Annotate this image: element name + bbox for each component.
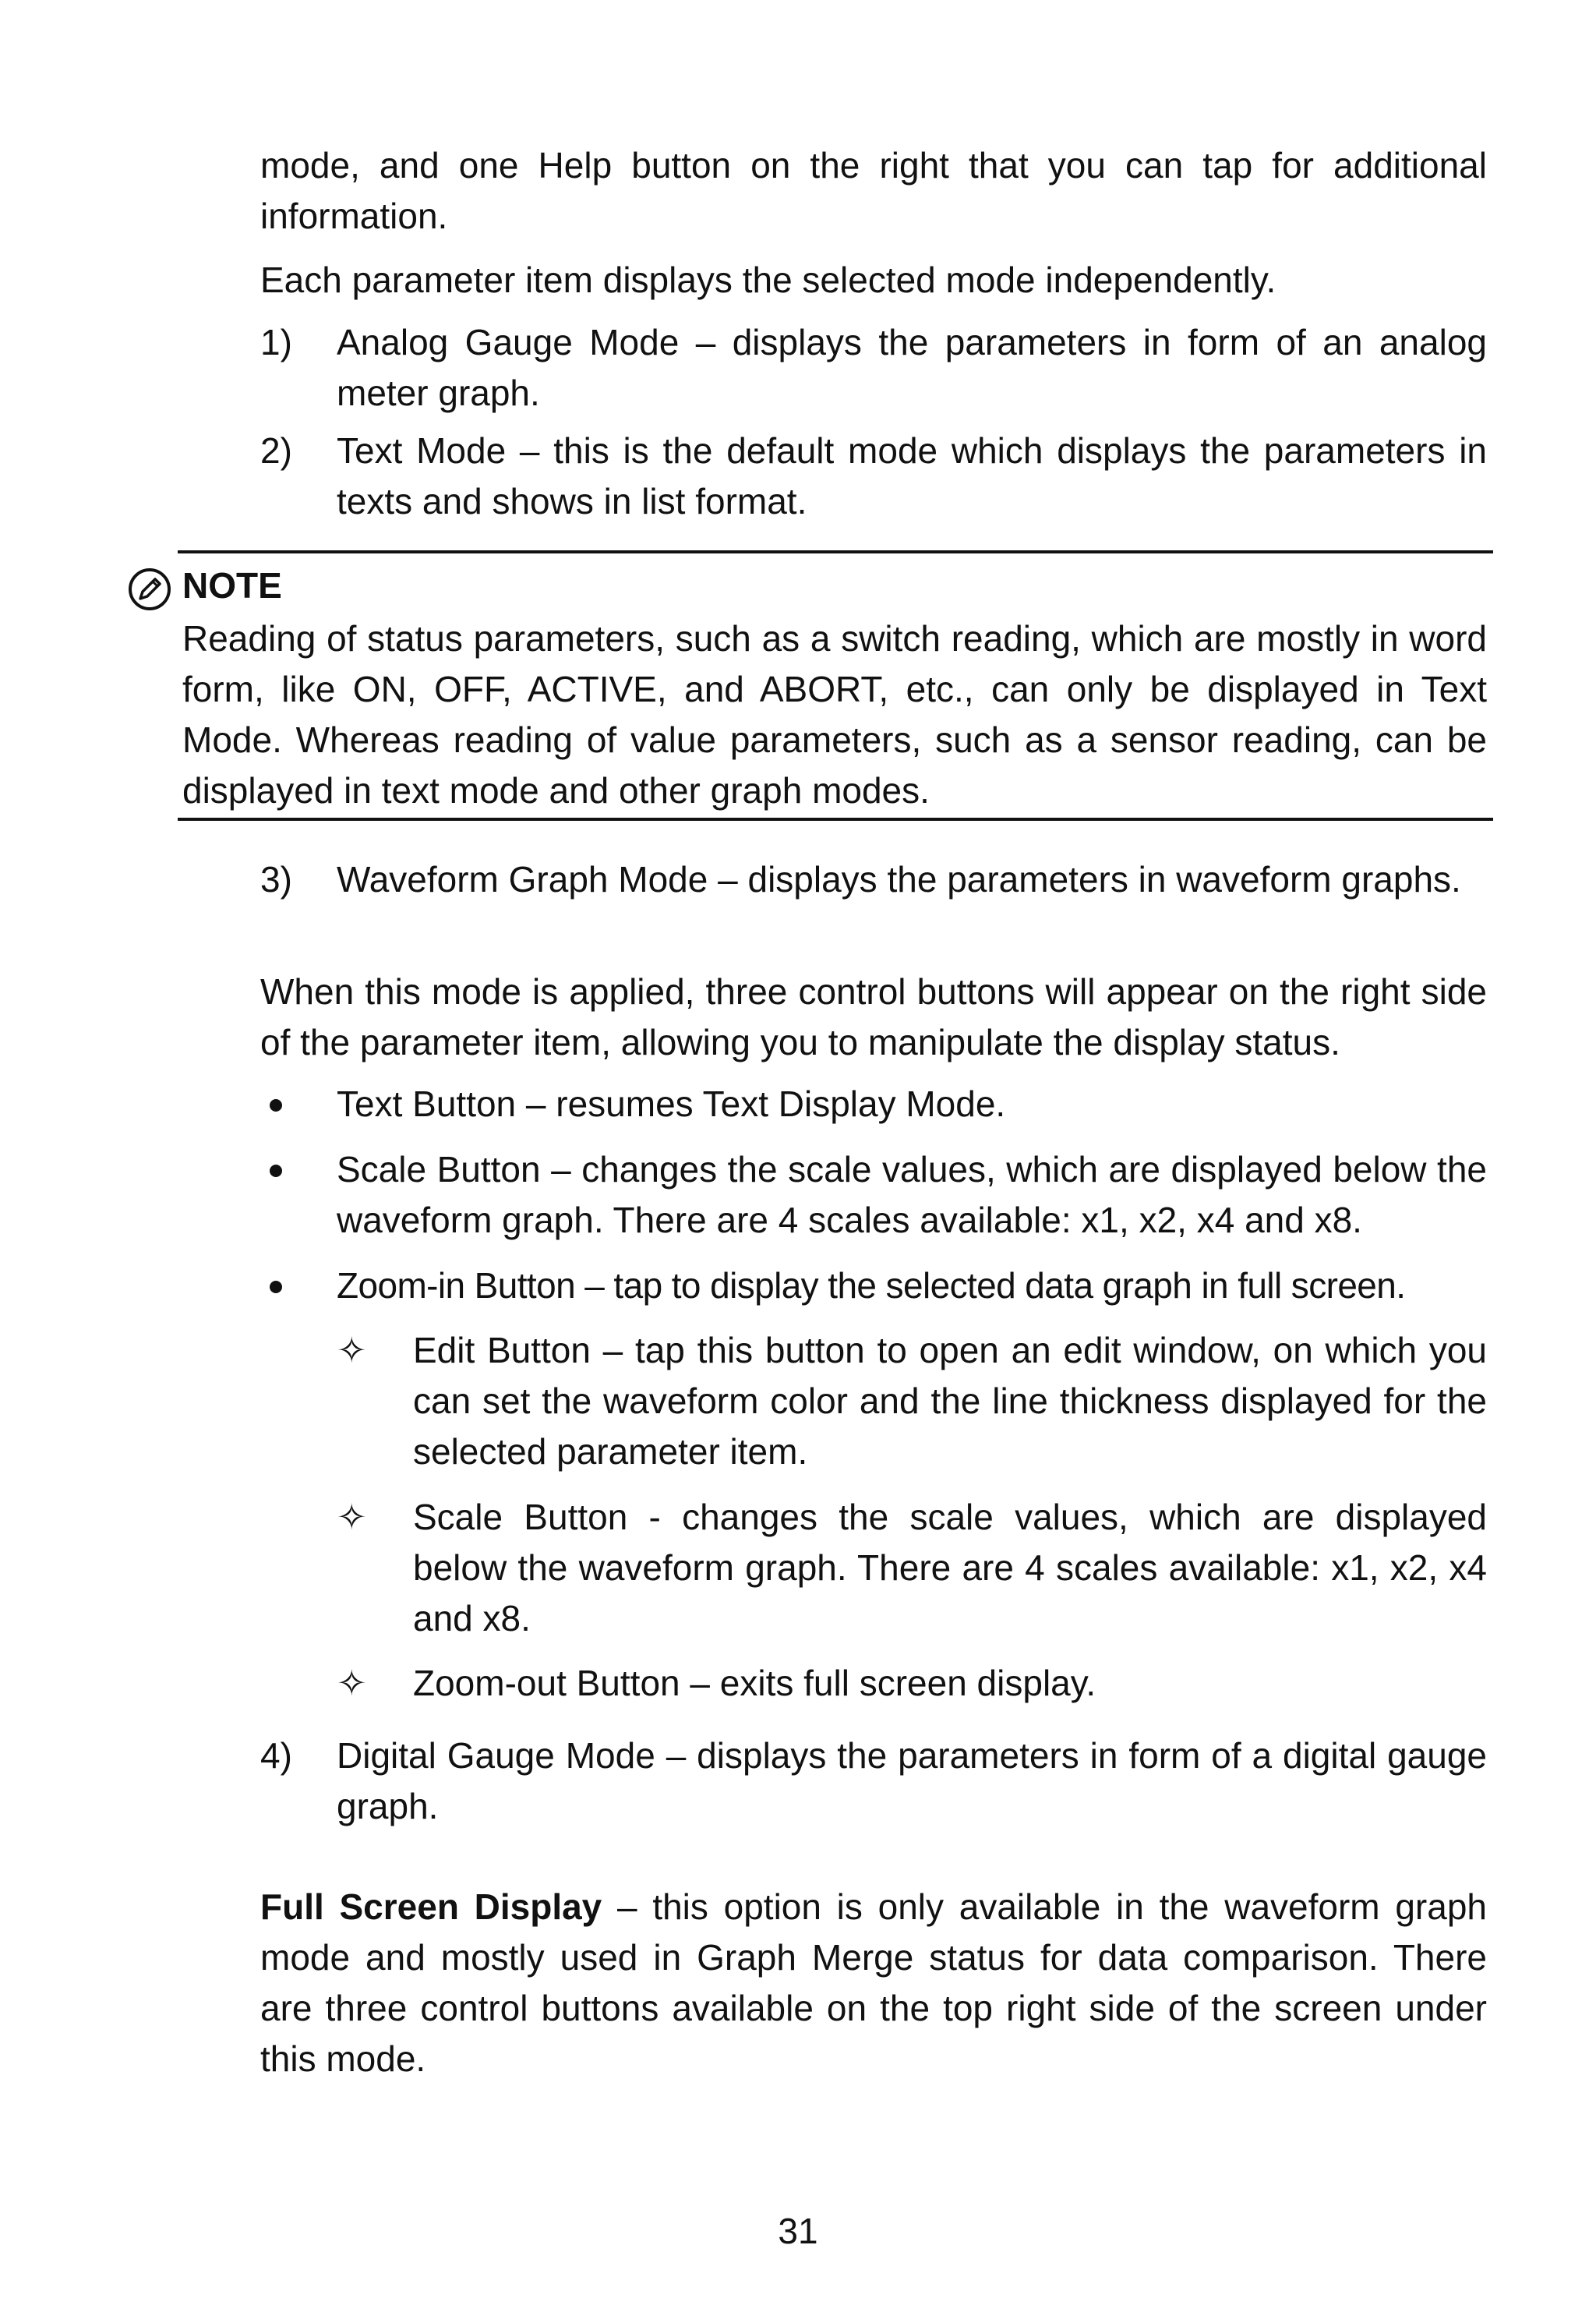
sub-bullet-item bbox=[337, 1658, 1487, 1709]
bullet-text: Scale Button – changes the scale values, which are displayed below the waveform graph. There are 4 scales available: x1, x2, x4 and x8. bbox=[337, 1149, 1487, 1240]
sub-bullet-text: Scale Button - changes the scale values, which are displayed below the waveform graph. There are 4 scales available: x1, x2, x4 and x8. bbox=[413, 1497, 1487, 1639]
sub-bullet-text: Edit Button – tap this button to open an edit window, on which you can set the waveform color and the line thickness displayed for the selected parameter item. bbox=[413, 1330, 1487, 1472]
mode-item-digital bbox=[260, 1731, 1487, 1832]
note-text: Reading of status parameters, such as a switch reading, which are mostly in word form, like ON, OFF, ACTIVE, and ABORT, etc., can only be displayed in Text Mode. Whereas reading of value parameters, such as a sensor reading, can be displayed in text mode and other graph modes. bbox=[182, 618, 1487, 811]
waveform-description bbox=[260, 967, 1487, 1068]
sub-bullet-item bbox=[337, 1325, 1487, 1477]
note-bottom-divider bbox=[178, 818, 1493, 821]
intro-text-2: Each parameter item displays the selected mode independently. bbox=[260, 260, 1276, 300]
diamond-star-icon: ✧ bbox=[337, 1663, 367, 1703]
note-box bbox=[182, 560, 1487, 816]
intro-paragraph bbox=[260, 140, 1487, 242]
mode-item-analog bbox=[260, 317, 1487, 419]
bullet-text: Zoom-in Button – tap to display the selected data graph in full screen. bbox=[337, 1265, 1406, 1306]
mode-item-text bbox=[260, 426, 1487, 527]
bullet-icon bbox=[270, 1165, 282, 1177]
note-title: NOTE bbox=[182, 565, 282, 606]
intro-paragraph-2 bbox=[260, 255, 1487, 306]
bullet-icon bbox=[270, 1281, 282, 1293]
diamond-star-icon: ✧ bbox=[337, 1497, 367, 1537]
note-top-divider bbox=[178, 550, 1493, 553]
full-screen-description: – this option is only available in the waveform graph mode and mostly used in Graph Merge status for data comparison. There are three control buttons available on the top right side of the screen under this mode. bbox=[260, 1886, 1487, 2079]
full-screen-term: Full Screen Display bbox=[260, 1886, 602, 1927]
diamond-star-icon: ✧ bbox=[337, 1330, 367, 1370]
list-marker: 1) bbox=[260, 322, 292, 362]
mode-text: Digital Gauge Mode – displays the parameters in form of a digital gauge graph. bbox=[337, 1735, 1487, 1826]
full-screen-paragraph bbox=[260, 1882, 1487, 2084]
full-screen-text bbox=[260, 1882, 1487, 2084]
waveform-description-text: When this mode is applied, three control buttons will appear on the right side of the parameter item, allowing you to manipulate the display status. bbox=[260, 971, 1487, 1062]
mode-text: Text Mode – this is the default mode which displays the parameters in texts and shows in list format. bbox=[337, 430, 1487, 521]
list-marker: 3) bbox=[260, 859, 292, 900]
bullet-item bbox=[260, 1079, 1487, 1130]
mode-text: Waveform Graph Mode – displays the parameters in waveform graphs. bbox=[337, 859, 1461, 900]
mode-text: Analog Gauge Mode – displays the parameters in form of an analog meter graph. bbox=[337, 322, 1487, 413]
list-marker: 2) bbox=[260, 430, 292, 471]
sub-bullet-text: Zoom-out Button – exits full screen display. bbox=[413, 1663, 1096, 1703]
page-number: 31 bbox=[778, 2211, 818, 2251]
bullet-text: Text Button – resumes Text Display Mode. bbox=[337, 1084, 1006, 1124]
list-marker: 4) bbox=[260, 1735, 292, 1776]
bullet-item bbox=[260, 1260, 1487, 1311]
mode-item-waveform bbox=[260, 854, 1487, 905]
bullet-icon bbox=[270, 1099, 282, 1112]
pencil-circle-icon bbox=[126, 566, 173, 613]
sub-bullet-item bbox=[337, 1492, 1487, 1644]
bullet-item bbox=[260, 1144, 1487, 1246]
intro-text: mode, and one Help button on the right that you can tap for additional information. bbox=[260, 145, 1487, 236]
